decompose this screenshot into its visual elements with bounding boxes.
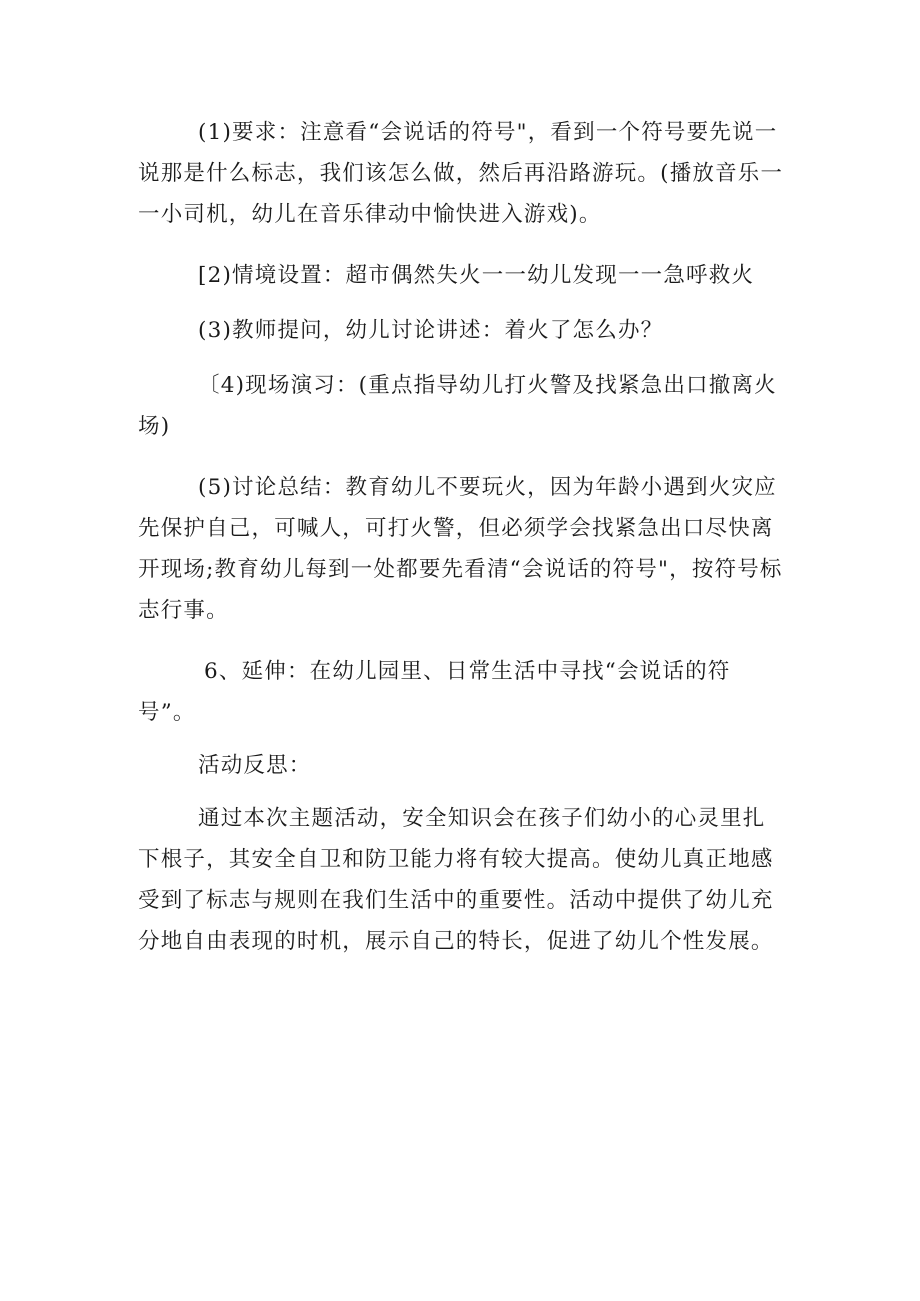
paragraph-reflection-heading: 活动反思： (198, 753, 312, 778)
paragraph-summary: (5)讨论总结：教育幼儿不要玩火，因为年龄小遇到火灾应先保护自己，可喊人，可打火警，但必须学会找紧急出口尽快离开现场;教育幼儿每到一处都要先看清“会说话的符号"，按符号标志行事。 (138, 475, 783, 623)
paragraph-requirement: (1)要求：注意看“会说话的符号"，看到一个符号要先说一说那是什么标志，我们该怎么做，然后再沿路游玩。(播放音乐一一小司机，幼儿在音乐律动中愉快进入游戏)。 (138, 120, 784, 227)
paragraph-teacher-question: (3)教师提问，幼儿讨论讲述：着火了怎么办？ (198, 318, 664, 343)
paragraph-drill: 〔4)现场演习：(重点指导幼儿打火警及找紧急出口撤离火场) (138, 373, 777, 439)
document-body (138, 112, 788, 962)
paragraph-reflection-body: 通过本次主题活动，安全知识会在孩子们幼小的心灵里扎下根子，其安全自卫和防卫能力将有较大提高。使幼儿真正地感受到了标志与规则在我们生活中的重要性。活动中提供了幼儿充分地自由表现的时机，展示自己的特长，促进了幼儿个性发展。 (138, 806, 774, 954)
paragraph-scenario: [2)情境设置：超市偶然失火一一幼儿发现一一急呼救火 (198, 263, 755, 288)
paragraph-extension: 6、延伸：在幼儿园里、日常生活中寻找“会说话的符号”。 (138, 659, 731, 725)
